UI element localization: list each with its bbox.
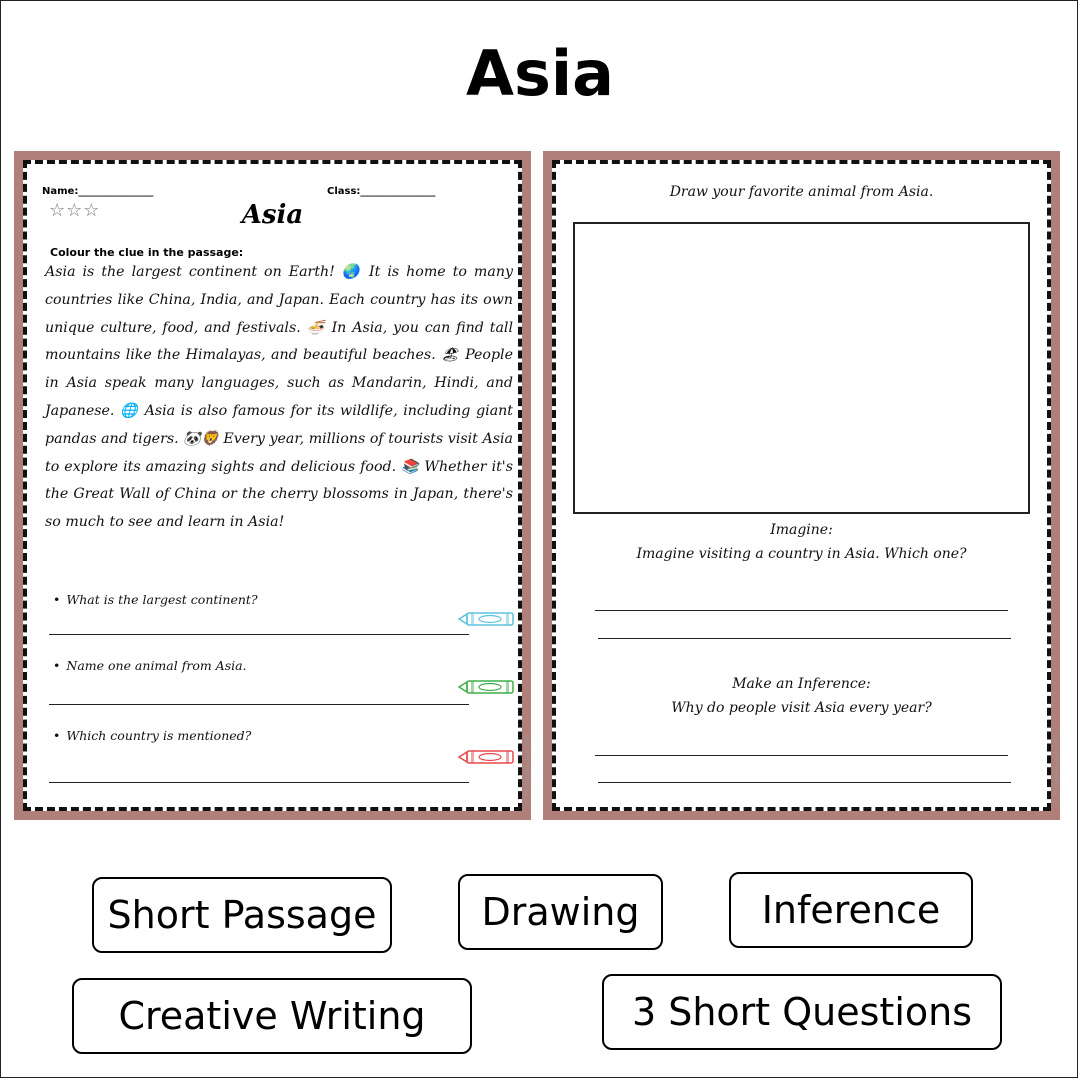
imagine-answer-line-2[interactable] xyxy=(598,638,1011,639)
class-field-label: Class:_______________ xyxy=(327,186,436,197)
inference-heading: Make an Inference: xyxy=(732,676,871,692)
inference-prompt: Why do people visit Asia every year? xyxy=(671,700,932,716)
answer-line-1[interactable] xyxy=(49,634,469,635)
tag-short-passage: Short Passage xyxy=(92,877,392,953)
crayon-icon xyxy=(457,610,517,628)
drawing-box[interactable] xyxy=(573,222,1030,514)
imagine-heading: Imagine: xyxy=(770,522,833,538)
draw-prompt: Draw your favorite animal from Asia. xyxy=(669,184,934,200)
inference-answer-line-2[interactable] xyxy=(598,782,1011,783)
reading-passage: Asia is the largest continent on Earth! 🌏 It is home to many countries like China, India, and Japan. Each country has its own unique culture, food, and festivals. 🍜 In Asia, you can find tall mountains like the Himalayas, and beautiful beaches. 🏖 People in Asia speak many languages, such as Mandarin, Hindi, and Japanese. 🌐 Asia is also famous for its wildlife, including giant pandas and tigers. 🐼🦁 Every year, millions of tourists visit Asia to explore its amazing sights and delicious food. 📚 Whether it's the Great Wall of China or the cherry blossoms in Japan, there's so much to see and learn in Asia! xyxy=(45,264,513,531)
question-2-text: Name one animal from Asia. xyxy=(66,658,247,673)
rating-stars: ☆☆☆ xyxy=(49,200,101,221)
question-2: • Name one animal from Asia. xyxy=(53,658,247,673)
imagine-prompt: Imagine visiting a country in Asia. Which one? xyxy=(636,546,967,562)
answer-line-2[interactable] xyxy=(49,704,469,705)
name-field-label: Name:_______________ xyxy=(42,186,154,197)
question-3-text: Which country is mentioned? xyxy=(66,728,252,743)
copyright-credit: © PrintableBazaar.com xyxy=(524,734,531,804)
imagine-answer-line-1[interactable] xyxy=(595,610,1008,611)
worksheet-activity-inner xyxy=(552,160,1060,811)
worksheet-passage-page xyxy=(14,151,531,820)
question-3: • Which country is mentioned? xyxy=(53,728,252,743)
tag-creative-writing: Creative Writing xyxy=(72,978,472,1054)
answer-line-3[interactable] xyxy=(49,782,469,783)
copyright-credit: © PrintableBazaar.com xyxy=(1053,734,1060,804)
worksheet-activity-page xyxy=(543,151,1060,820)
tag-inference: Inference xyxy=(729,872,973,948)
crayon-icon xyxy=(457,748,517,766)
page-title: Asia xyxy=(466,37,614,110)
worksheet-title: Asia xyxy=(241,200,304,230)
worksheet-passage-inner xyxy=(23,160,531,811)
crayon-icon xyxy=(457,678,517,696)
tag-short-questions: 3 Short Questions xyxy=(602,974,1002,1050)
passage-instruction: Colour the clue in the passage: xyxy=(50,246,244,259)
tag-drawing: Drawing xyxy=(458,874,663,950)
inference-answer-line-1[interactable] xyxy=(595,755,1008,756)
question-1-text: What is the largest continent? xyxy=(66,592,258,607)
question-1: • What is the largest continent? xyxy=(53,592,258,607)
